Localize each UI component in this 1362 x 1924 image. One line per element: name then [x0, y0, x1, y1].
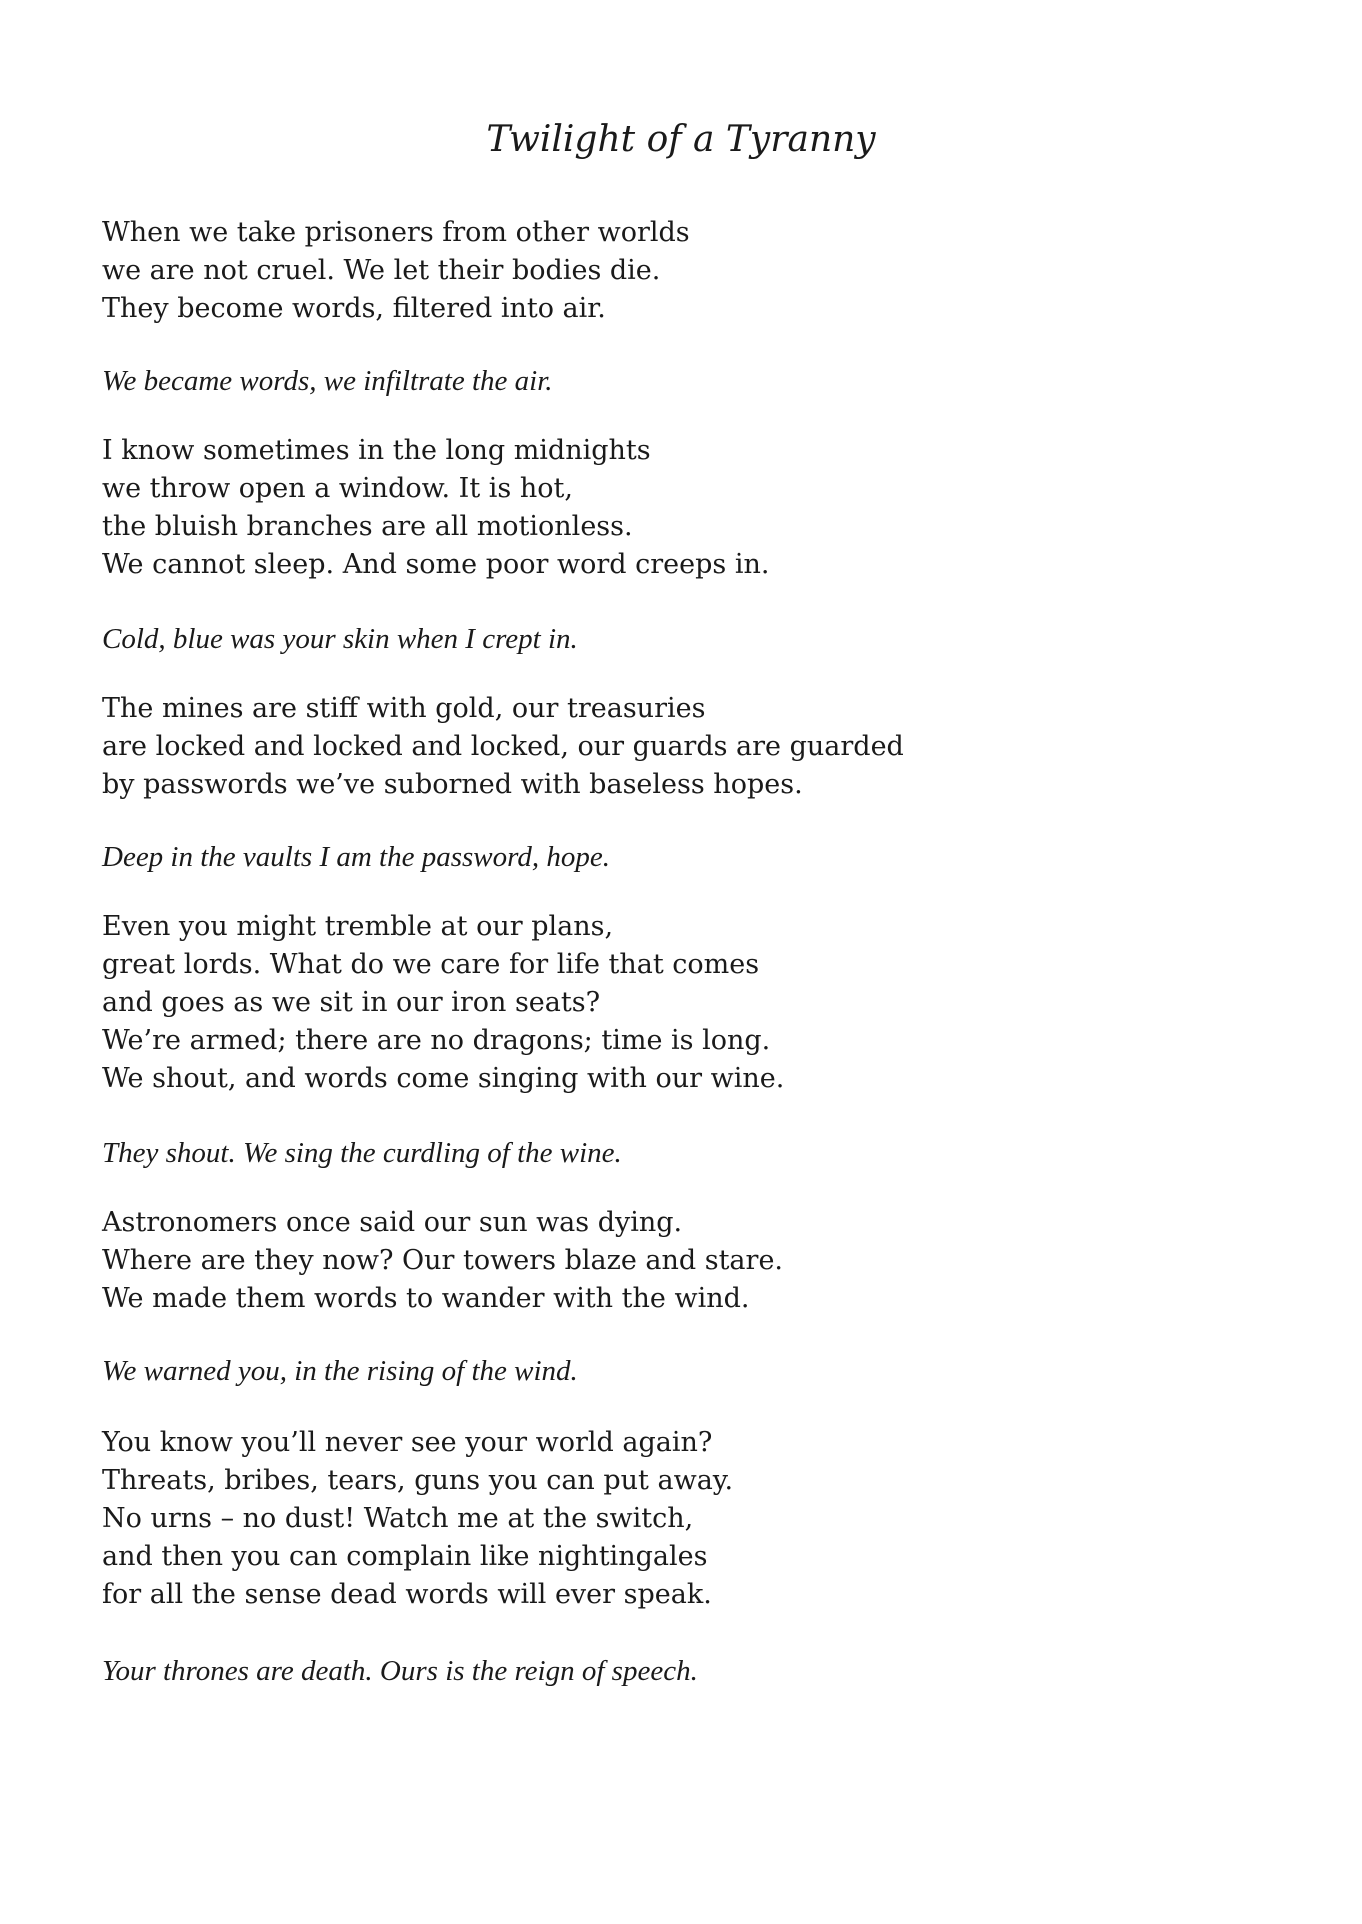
- refrain-line: Deep in the vaults I am the password, hope.: [102, 841, 610, 873]
- poem-line: we are not cruel. We let their bodies die.: [102, 255, 661, 286]
- poem-line: No urns – no dust! Watch me at the switch,: [102, 1503, 694, 1534]
- poem-line: and then you can complain like nightingales: [102, 1541, 708, 1572]
- poem-line: Where are they now? Our towers blaze and stare.: [102, 1245, 783, 1276]
- poem-line: Threats, bribes, tears, guns you can put away.: [102, 1465, 734, 1496]
- refrain-line: They shout. We sing the curdling of the wine.: [102, 1137, 622, 1169]
- poem-line: great lords. What do we care for life that comes: [102, 949, 760, 980]
- poem-title: Twilight of a Tyranny: [486, 119, 876, 160]
- poem-line: Even you might tremble at our plans,: [102, 911, 614, 942]
- poem-line: They become words, filtered into air.: [102, 293, 606, 324]
- poem-line: You know you’ll never see your world again?: [102, 1427, 713, 1458]
- poem-line: for all the sense dead words will ever speak.: [102, 1579, 712, 1610]
- poem-line: We cannot sleep. And some poor word creeps in.: [102, 549, 770, 580]
- poem-line: are locked and locked and locked, our guards are guarded: [102, 731, 904, 762]
- stanza: [102, 432, 769, 584]
- poem-line: and goes as we sit in our iron seats?: [102, 987, 601, 1018]
- poem-line: When we take prisoners from other worlds: [102, 217, 690, 248]
- refrain-line: We became words, we infiltrate the air.: [102, 365, 553, 397]
- poem-line: by passwords we’ve suborned with baseless hopes.: [102, 769, 803, 800]
- poem-line: We made them words to wander with the wind.: [102, 1283, 750, 1314]
- stanza: [102, 690, 904, 804]
- poem-line: We’re armed; there are no dragons; time is long.: [102, 1025, 771, 1056]
- poem-line: I know sometimes in the long midnights: [102, 435, 651, 466]
- refrain-line: Cold, blue was your skin when I crept in.: [102, 623, 578, 655]
- poem-line: Astronomers once said our sun was dying.: [102, 1207, 683, 1238]
- poem-line: We shout, and words come singing with our wine.: [102, 1063, 785, 1094]
- refrain-line: Your thrones are death. Ours is the reign of speech.: [102, 1655, 698, 1687]
- poem-line: the bluish branches are all motionless.: [102, 511, 633, 542]
- stanza: [102, 908, 784, 1098]
- poem-line: The mines are stiff with gold, our treasuries: [102, 693, 706, 724]
- refrain-line: We warned you, in the rising of the wind.: [102, 1355, 578, 1387]
- stanza: [102, 1424, 733, 1614]
- stanza: [102, 1204, 783, 1318]
- stanza: [102, 214, 690, 328]
- poem-line: we throw open a window. It is hot,: [102, 473, 573, 504]
